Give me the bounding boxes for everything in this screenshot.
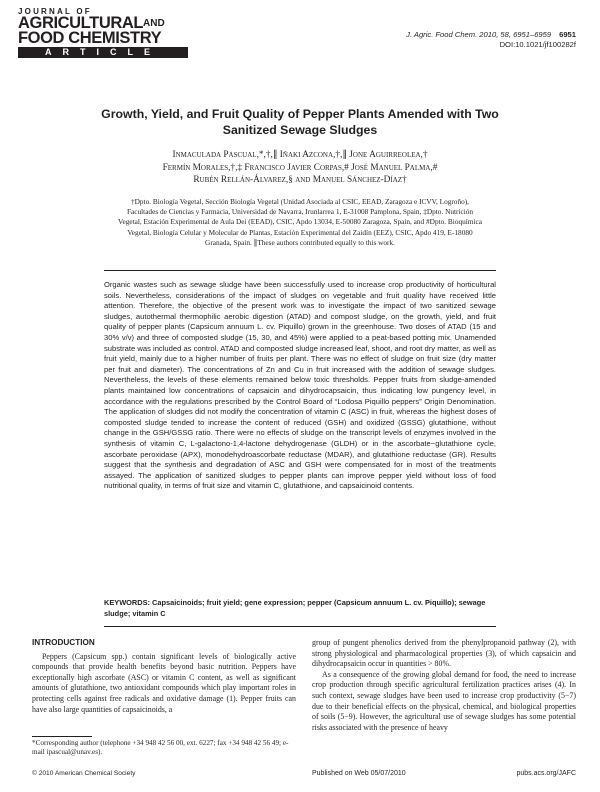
intro-paragraph: As a consequence of the growing global demand for food, the need to increase crop production through specific agricultural fertilization practices arises (4). In such context, sewage sludges have been used to increase crop productivity (5−7) due to their beneficial effects on the physical, chemical, and biological properties of soils (5−9). However, the agricultural use of sewage sludges has some potential risks associated with the presence of heavy bbox=[312, 669, 576, 732]
author-line: Rubén Rellán-Álvarez,§ and Manuel Sánchez-Díaz† bbox=[193, 175, 407, 186]
logo-journal-of: JOURNAL OF bbox=[18, 7, 92, 16]
logo-and: AND bbox=[143, 18, 165, 29]
right-column bbox=[312, 638, 576, 733]
author-line: Fermín Morales,†,‡ Francisco Javier Corpas,# José Manuel Palma,# bbox=[162, 162, 438, 173]
citation-block bbox=[406, 30, 576, 50]
abstract-bottom-rule bbox=[104, 626, 496, 627]
footnote-rule bbox=[32, 736, 92, 737]
article-title: Growth, Yield, and Fruit Quality of Pepper Plants Amended with Two Sanitized Sewage Sludges bbox=[101, 107, 499, 137]
doi: DOI:10.1021/jf100282f bbox=[499, 40, 576, 49]
left-column bbox=[32, 638, 296, 715]
section-heading-introduction: INTRODUCTION bbox=[32, 638, 95, 647]
copyright: © 2010 American Chemical Society bbox=[32, 770, 136, 777]
published-date: Published on Web 05/07/2010 bbox=[312, 770, 406, 777]
author-list bbox=[96, 149, 504, 187]
logo-food-chemistry: FOOD CHEMISTRY bbox=[18, 29, 162, 47]
logo-agricultural-text: AGRICULTURAL bbox=[18, 14, 144, 32]
abstract: Organic wastes such as sewage sludge have been successfully used to increase crop productivity of horticultural soils. Nevertheless, considerations of the impact of sludges on vegetable and fruit quality have received little attention. Therefore, the objective of the present work was to investigate the impact of two sanitized sewage sludges, autothermal thermophilic aerobic digestion (ATAD) and compost sludge, on the growth, yield, and fruit quality of pepper plants (Capsicum annuum L. cv. Piquillo) grown in the greenhouse. Two doses of ATAD (15 and 30% v/v) and three of composted sludge (15, 30, and 45%) were applied to a peat-based potting mix. Unamended substrate was included as control. ATAD and composted sludge increased leaf, shoot, and root dry matter, as well as fruit yield, mainly due to a higher number of fruits per plant. There was no effect of sludge on fruit size (dry matter per fruit and diameter). The concentrations of Zn and Cu in fruit increased with the addition of sewage sludges. Nevertheless, the levels of these elements remained below toxic thresholds. Pepper fruits from sludge-amended plants maintained low concentrations of capsaicin and dihydrocapsaicin, thus indicating low pungency level, in accordance with the regulations prescribed by the Control Board of “Lodosa Piquillo peppers” Origin Denomination. The application of sludges did not modify the concentration of vitamin C (ASC) in fruit, whereas the highest doses of composted sludge tended to increase the content of reduced (GSH) and oxidized (GSSG) glutathione, without change in the GSH/GSSG ratio. There were no effects of sludge on the transcript levels of enzymes involved in the synthesis of vitamin C, L-galactono-1,4-lactone dehydrogenase (GLDH) or in the ascorbate−glutathione cycle, ascorbate peroxidase (APX), monodehydroascorbate reductase (MDAR), and glutathione reductase (GR). Results suggest that the synthesis and degradation of ASC and GSH were compensated for in most of the treatments assayed. The application of sanitized sludges to pepper plants can improve pepper yield without loss of food nutritional quality, in terms of fruit size and vitamin C, glutathione, and capsaicinoid contents. bbox=[104, 280, 496, 491]
keywords: KEYWORDS: Capsaicinoids; fruit yield; gene expression; pepper (Capsicum annuum L. cv. Piquillo); sewage sludge; vitamin C bbox=[104, 598, 486, 618]
journal-url[interactable]: pubs.acs.org/JAFC bbox=[516, 770, 576, 777]
journal-logo bbox=[18, 7, 238, 58]
page-number: 6951 bbox=[559, 30, 576, 39]
logo-article-banner: ARTICLE bbox=[18, 47, 188, 58]
affiliations: †Dpto. Biología Vegetal, Sección Biología Vegetal (Unidad Asociada al CSIC, EEAD, Zaragoza e ICVV, Logroño), Facultades de Ciencias y Farmacia, Universidad de Navarra, Irunlarrea 1, E-31008 Pamplona, Spain, ‡Dpto. Nutrición Vegetal, Estación Experimental de Aula Dei (EEAD), CSIC, Apdo 13034, E-50080 Zaragoza, Spain, and #Dpto. Bioquímica Vegetal, Biología Celular y Molecular de Plantas, Estación Experimental del Zaidín (EEZ), CSIC, Apdo 419, E-18080 Granada, Spain. ∥These authors contributed equally to this work. bbox=[118, 197, 482, 247]
intro-paragraph-continued: group of pungent phenolics derived from the phenylpropanoid pathway (2), with strong physiological and pharmacological properties (3), of which capsaicin and dihydrocapsaicin occur in quantities > 80%. bbox=[312, 638, 576, 669]
journal-citation: J. Agric. Food Chem. 2010, 58, 6951–6959 bbox=[406, 30, 552, 39]
abstract-top-rule bbox=[104, 270, 496, 271]
corresponding-author-footnote: *Corresponding author (telephone +34 948 42 56 00, ext. 6227; fax +34 948 42 56 49; e-mail ipascual@unav.es). bbox=[32, 739, 289, 757]
intro-paragraph: Peppers (Capsicum spp.) contain significant levels of biologically active compounds that provide health benefits beyond basic nutrition. Peppers have exceptionally high ascorbate (ASC) or vitamin C content, as well as significant amounts of glutathione, two antioxidant compounds which play important roles in protecting cells against free radicals and oxidative damage (1). Pepper fruits can have also large quantities of capsaicinoids, a bbox=[32, 651, 296, 714]
author-line: Inmaculada Pascual,*,†,∥ Iñaki Azcona,†,∥ Jone Aguirreolea,† bbox=[172, 150, 428, 160]
